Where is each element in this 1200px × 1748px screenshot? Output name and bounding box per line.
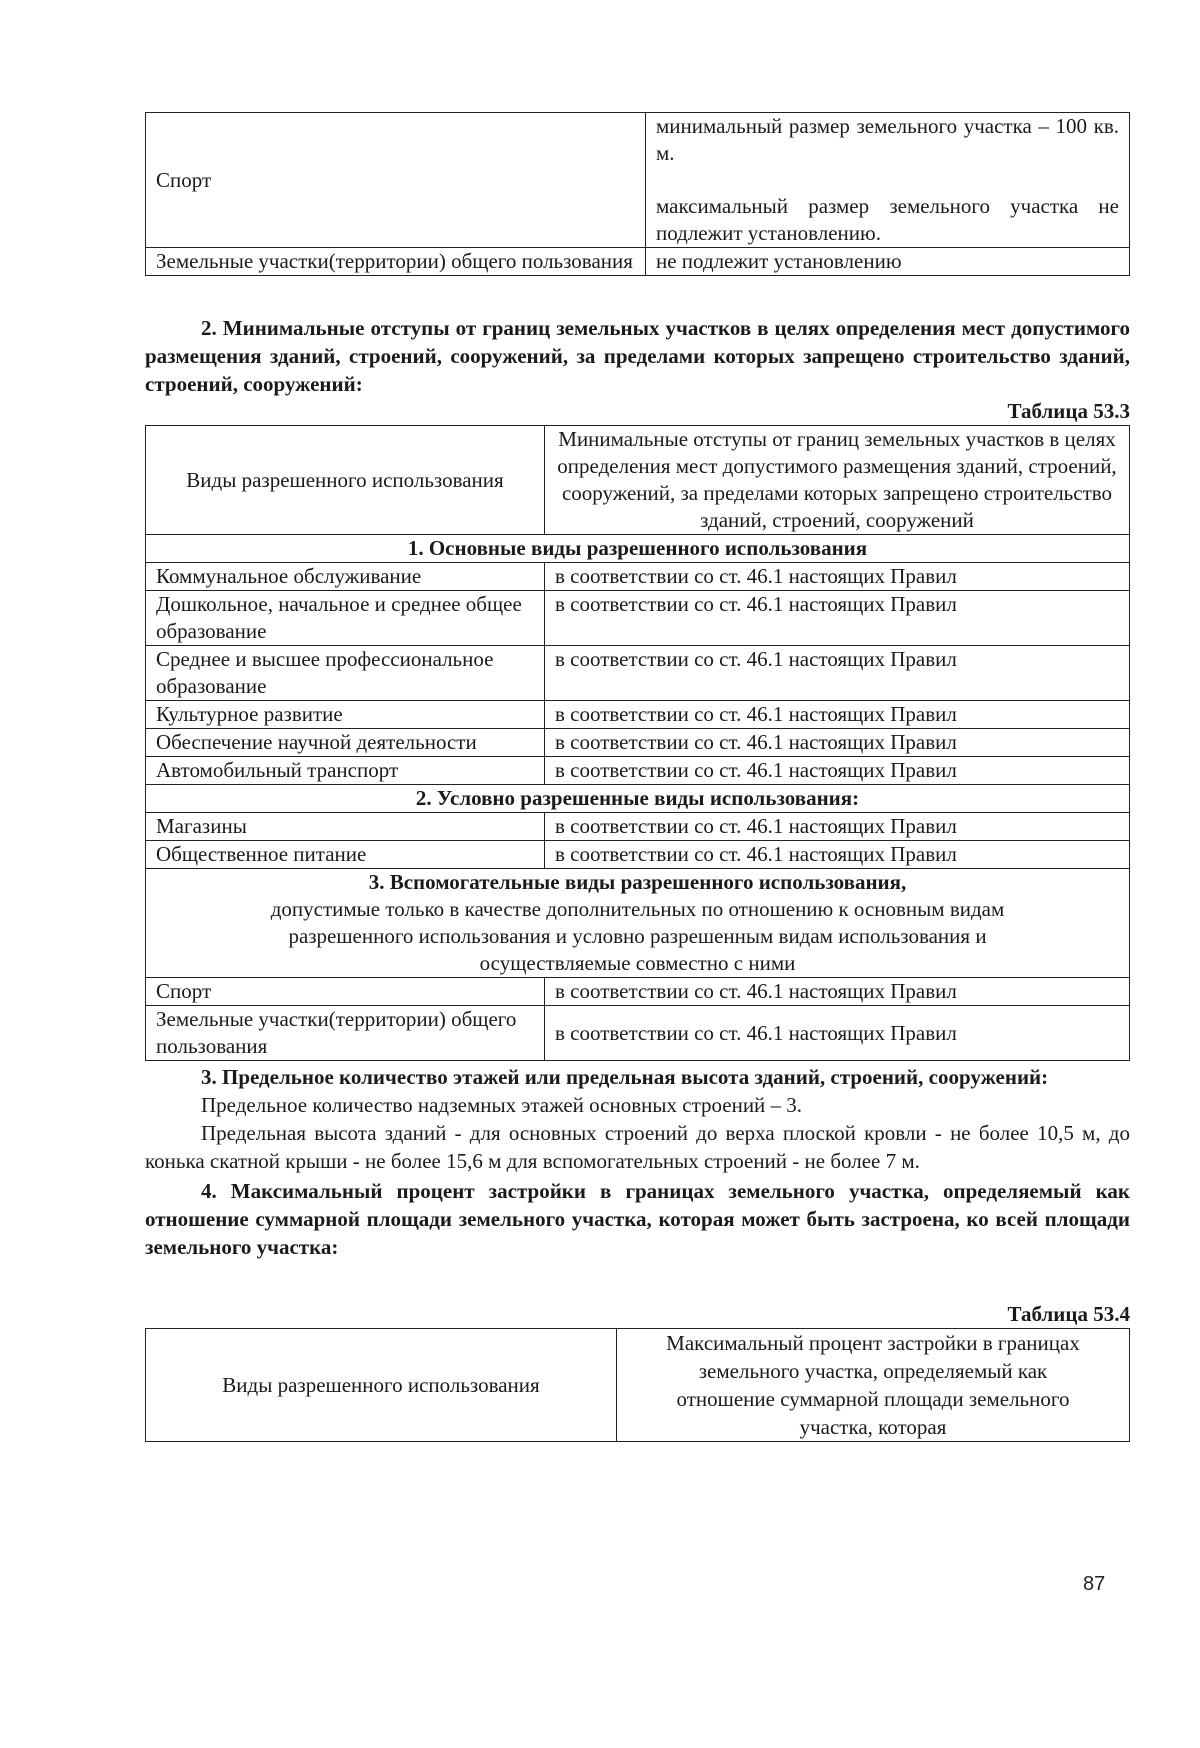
header-col2: Максимальный процент застройки в границах земельного участка, определяемый как отношение суммарной площади земельного участка, которая [617,1329,1130,1442]
group-title [146,869,1130,978]
value-line: максимальный размер земельного участка не подлежит установлению. [656,194,1119,245]
table-row [146,248,1130,276]
group-title-text: 3. Вспомогательные виды разрешенного использования, [368,870,907,894]
group-subtitle: допустимые только в качестве дополнительных по отношению к основным видам разрешенного использования и условно разрешенным видам использования и осуществляемые совместно с ними [270,897,1005,975]
row-name: Магазины [146,813,545,841]
row-value: в соответствии со ст. 46.1 настоящих Правил [545,591,1130,646]
value-line: не подлежит установлению [656,249,902,273]
group-title-row [146,535,1130,563]
table-row [146,813,1130,841]
table-row [146,591,1130,646]
table-row [146,1006,1130,1061]
group-title-row [146,869,1130,978]
table-row [146,563,1130,591]
row-value: в соответствии со ст. 46.1 настоящих Правил [545,1006,1130,1061]
group-title: 1. Основные виды разрешенного использования [146,535,1130,563]
row-name: Дошкольное, начальное и среднее общее образование [146,591,545,646]
section-3-title: 3. Предельное количество этажей или предельная высота зданий, строений, сооружений: [201,1065,1049,1089]
table-header [146,1329,1130,1442]
header-col1: Виды разрешенного использования [146,426,545,535]
table-53-2-continuation [145,112,1130,276]
row-value: в соответствии со ст. 46.1 настоящих Правил [545,757,1130,785]
group-title: 2. Условно разрешенные виды использования: [146,785,1130,813]
section-2-title: 2. Минимальные отступы от границ земельных участков в целях определения мест допустимого размещения зданий, строений, сооружений, за пределами которых запрещено строительство зданий, строений, сооружений: [145,316,1130,396]
table-row [146,978,1130,1006]
table-row [146,701,1130,729]
header-col2: Минимальные отступы от границ земельных участков в целях определения мест допустимого размещения зданий, строений, сооружений, за пределами которых запрещено строительство зданий, строений, сооружений [545,426,1130,535]
row-name: Общественное питание [146,841,545,869]
table-53-3 [145,425,1130,1061]
row-name: Земельные участки(территории) общего пользования [146,1006,545,1061]
table-row [146,841,1130,869]
row-name: Спорт [146,978,545,1006]
row-value [646,248,1130,276]
row-name: Коммунальное обслуживание [146,563,545,591]
row-value [646,113,1130,248]
table-label: Таблица 53.4 [1007,1302,1130,1326]
row-value: в соответствии со ст. 46.1 настоящих Правил [545,813,1130,841]
header-col1: Виды разрешенного использования [146,1329,617,1442]
row-value: в соответствии со ст. 46.1 настоящих Правил [545,646,1130,701]
section-3-paragraph: Предельное количество надземных этажей основных строений – 3. [201,1093,803,1117]
document-page [145,112,1130,1442]
table-row [146,646,1130,701]
table-header [146,426,1130,535]
table-row [146,729,1130,757]
row-value: в соответствии со ст. 46.1 настоящих Правил [545,729,1130,757]
group-title-row [146,785,1130,813]
row-name: Спорт [146,113,646,248]
row-name: Культурное развитие [146,701,545,729]
table-label: Таблица 53.3 [1007,399,1130,423]
row-value: в соответствии со ст. 46.1 настоящих Правил [545,978,1130,1006]
row-name: Обеспечение научной деятельности [146,729,545,757]
row-name: Земельные участки(территории) общего пользования [146,248,646,276]
section-3-paragraph: Предельная высота зданий - для основных строений до верха плоской кровли - не более 10,5 м, до конька скатной крыши - не более 15,6 м для вспомогательных строений - не более 7 м. [145,1121,1130,1173]
value-line: минимальный размер земельного участка – 100 кв. м. [656,114,1119,165]
row-value: в соответствии со ст. 46.1 настоящих Правил [545,841,1130,869]
row-value: в соответствии со ст. 46.1 настоящих Правил [545,563,1130,591]
row-value: в соответствии со ст. 46.1 настоящих Правил [545,701,1130,729]
page-number: 87 [1083,1573,1106,1595]
table-row [146,113,1130,248]
table-53-4 [145,1328,1130,1442]
row-name: Автомобильный транспорт [146,757,545,785]
section-4-title: 4. Максимальный процент застройки в границах земельного участка, определяемый как отношение суммарной площади земельного участка, которая может быть застроена, ко всей площади земельного участка: [145,1179,1130,1259]
table-row [146,757,1130,785]
row-name: Среднее и высшее профессиональное образование [146,646,545,701]
